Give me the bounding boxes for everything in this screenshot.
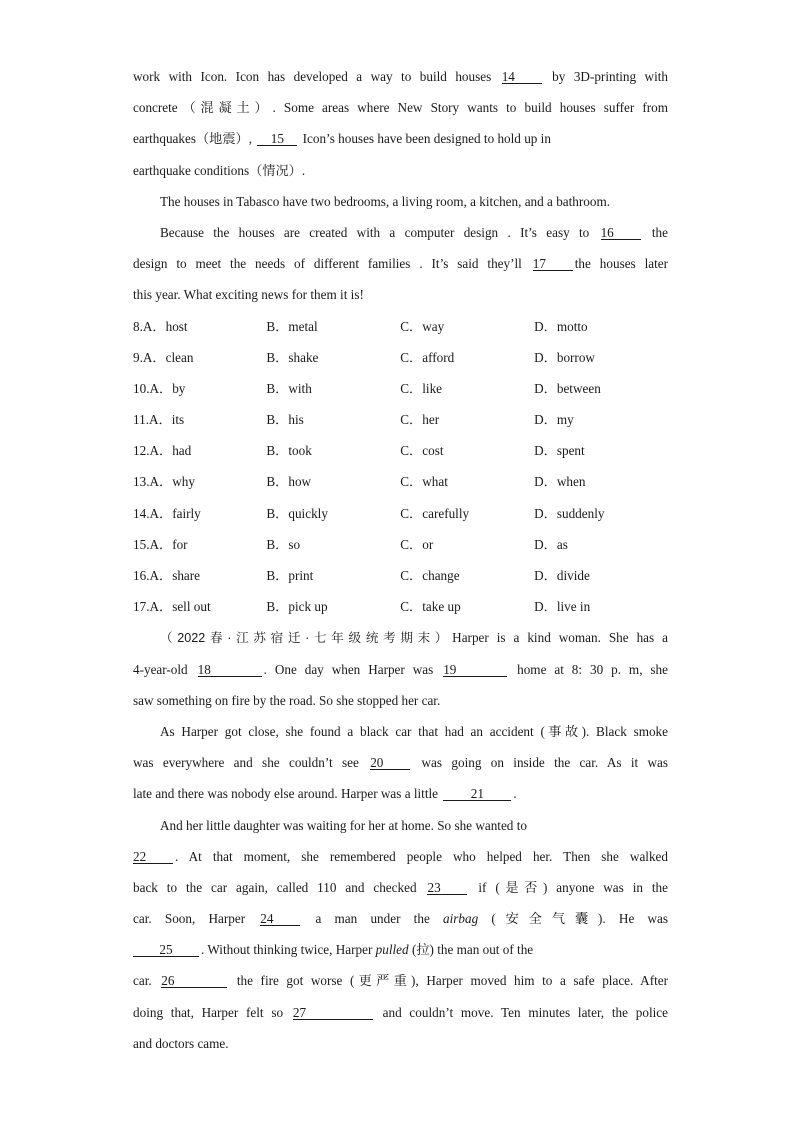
passage-line: earthquake conditions（情况）. [133,162,306,178]
option-a[interactable] [133,435,266,466]
option-a[interactable] [133,311,266,342]
blank-19: 19 [443,663,507,677]
passage-line [133,622,668,653]
option-a-text: A．fairly [149,505,201,521]
text-segment: the [642,224,668,240]
option-d[interactable]: D．motto [534,318,588,334]
option-b[interactable]: B．took [266,443,312,459]
text-segment: late and there was nobody else around. Harper was a little [133,786,442,802]
option-row [133,311,668,342]
exam-page [133,61,668,1059]
text-segment: earthquakes（地震）, [133,131,256,147]
option-a-text: A．for [149,536,188,552]
option-row [133,529,668,560]
text-segment: (拉) the man out of the [408,942,534,958]
text-segment: (安全气囊). He was [478,911,669,927]
option-a[interactable] [133,373,266,404]
option-b[interactable]: B．how [266,474,312,490]
passage-line [133,903,668,934]
option-b[interactable]: B．shake [266,349,319,365]
option-a-text: A．by [149,380,186,396]
option-c[interactable]: C．her [400,412,440,428]
text-segment: home at 8: 30 p. m, she [509,661,668,677]
option-row [133,435,668,466]
option-b[interactable]: B．pick up [266,599,328,615]
text-segment: . [513,786,517,802]
option-a-text: A．host [142,318,188,334]
passage-line [133,248,668,279]
option-a[interactable] [133,591,266,622]
passage-line [133,778,668,809]
option-d[interactable]: D．divide [534,568,590,583]
passage-line [133,872,668,903]
text-segment: a man under the [302,911,443,927]
text-segment: Harper is a kind woman. She has a [452,630,668,646]
blank-27: 27 [293,1006,373,1020]
option-row [133,342,668,373]
option-d[interactable]: D．as [534,536,568,552]
text-segment: was everywhere and she couldn’t see [133,755,369,771]
passage-line [133,934,668,965]
passage-line [133,841,668,872]
passage-line: and doctors came. [133,1035,229,1051]
question-number: 8. [133,318,143,334]
passage-line [133,747,668,778]
source-label: （2022春·江苏宿迁·七年级统考期末） [160,631,453,646]
option-c[interactable]: C．cost [400,443,444,459]
question-number: 10. [133,380,150,396]
text-segment: . One day when Harper was [263,661,442,677]
question-number: 15. [133,536,150,552]
blank-16: 16 [601,226,641,240]
option-a[interactable] [133,404,266,435]
option-a[interactable] [133,342,266,373]
passage-line: concrete（混凝土）. Some areas where New Story wants to build houses suffer from [133,100,668,116]
passage-line: And her little daughter was waiting for her at home. So she wanted to [160,817,527,833]
blank-18: 18 [198,663,262,677]
option-b[interactable]: B．print [266,568,314,583]
option-c[interactable]: C．or [400,536,434,552]
question-number: 13. [133,474,150,490]
blank-25: 25 [133,943,199,957]
option-c[interactable]: C．like [400,380,443,396]
text-segment: Because the houses are created with a computer design . It’s easy to [160,224,599,240]
option-c[interactable]: C．way [400,318,445,334]
option-c[interactable]: C．what [400,474,448,490]
italic-term: pulled [375,942,409,958]
option-row [133,466,668,497]
text-segment: back to the car again, called 110 and checked [133,879,426,895]
option-d[interactable]: D．when [534,474,586,490]
option-a-text: A．sell out [149,599,211,615]
option-a[interactable] [133,498,266,529]
option-row [133,498,668,529]
passage-line [133,217,668,248]
blank-21: 21 [443,787,511,801]
option-d[interactable]: D．borrow [534,349,595,365]
option-d[interactable]: D．my [534,412,574,428]
option-c[interactable]: C．change [400,568,460,583]
text-segment: by 3D-printing with [543,69,668,84]
option-a[interactable] [133,560,266,591]
option-d[interactable]: D．spent [534,443,585,459]
passage-line [133,965,668,996]
passage-line [133,123,668,154]
question-number: 17. [133,599,150,615]
text-segment: and couldn’t move. Ten minutes later, the police [374,1004,668,1020]
option-a-text: A．its [149,412,185,428]
options-list [133,311,668,623]
option-row [133,560,668,591]
text-segment: doing that, Harper felt so [133,1004,291,1020]
option-a-text: A．share [149,568,201,583]
option-c[interactable]: C．take up [400,599,461,615]
text-segment: the houses later [574,256,669,272]
option-d[interactable]: D．suddenly [534,505,605,521]
text-segment: 4-year-old [133,661,196,677]
passage-line: As Harper got close, she found a black car that had an accident (事故). Black smoke [160,723,668,739]
option-b[interactable]: B．with [266,380,312,396]
option-b[interactable]: B．so [266,536,301,552]
blank-22: 22 [133,850,173,864]
passage-line [133,654,668,685]
option-row [133,404,668,435]
passage-line: The houses in Tabasco have two bedrooms, a living room, a kitchen, and a bathroom. [160,193,611,209]
passage-line [133,997,668,1028]
passage-line [133,61,668,92]
text-segment: was going on inside the car. As it was [412,755,668,771]
question-number: 11. [133,412,149,428]
option-a-text: A．had [149,443,192,459]
blank-14: 14 [502,70,542,84]
text-segment: car. Soon, Harper [133,911,259,927]
text-segment: work with Icon. Icon has developed a way to build houses [133,69,500,84]
option-a[interactable] [133,466,266,497]
option-a-text: A．clean [142,349,194,365]
text-segment: car. [133,973,160,989]
option-b[interactable]: B．quickly [266,505,328,521]
text-segment: . Without thinking twice, Harper [201,942,376,958]
passage-line: saw something on fire by the road. So she stopped her car. [133,692,441,708]
option-b[interactable]: B．his [266,412,304,428]
blank-26: 26 [161,974,227,988]
text-segment: . At that moment, she remembered people who helped her. Then she walked [175,848,668,864]
option-row [133,373,668,404]
option-d[interactable]: D．live in [534,599,591,615]
text-segment: if (是否) anyone was in the [469,879,668,895]
italic-term: airbag [443,911,479,927]
option-b[interactable]: B．metal [266,318,318,334]
blank-15: 15 [257,132,297,146]
option-c[interactable]: C．carefully [400,505,470,521]
text-segment: design to meet the needs of different families . It’s said they’ll [133,256,531,272]
option-row [133,591,668,622]
blank-17: 17 [533,257,573,271]
blank-20: 20 [370,756,410,770]
text-segment: Icon’s houses have been designed to hold up in [299,131,551,147]
passage-line: this year. What exciting news for them it is! [133,287,364,303]
option-d[interactable]: D．between [534,380,601,396]
question-number: 9. [133,349,143,365]
option-a-text: A．why [149,474,195,490]
text-segment: the fire got worse (更严重), Harper moved him to a safe place. After [229,973,669,989]
blank-24: 24 [260,912,300,926]
option-a[interactable] [133,529,266,560]
question-number: 14. [133,505,150,521]
question-number: 16. [133,568,150,583]
question-number: 12. [133,443,150,459]
blank-23: 23 [427,881,467,895]
option-c[interactable]: C．afford [400,349,455,365]
